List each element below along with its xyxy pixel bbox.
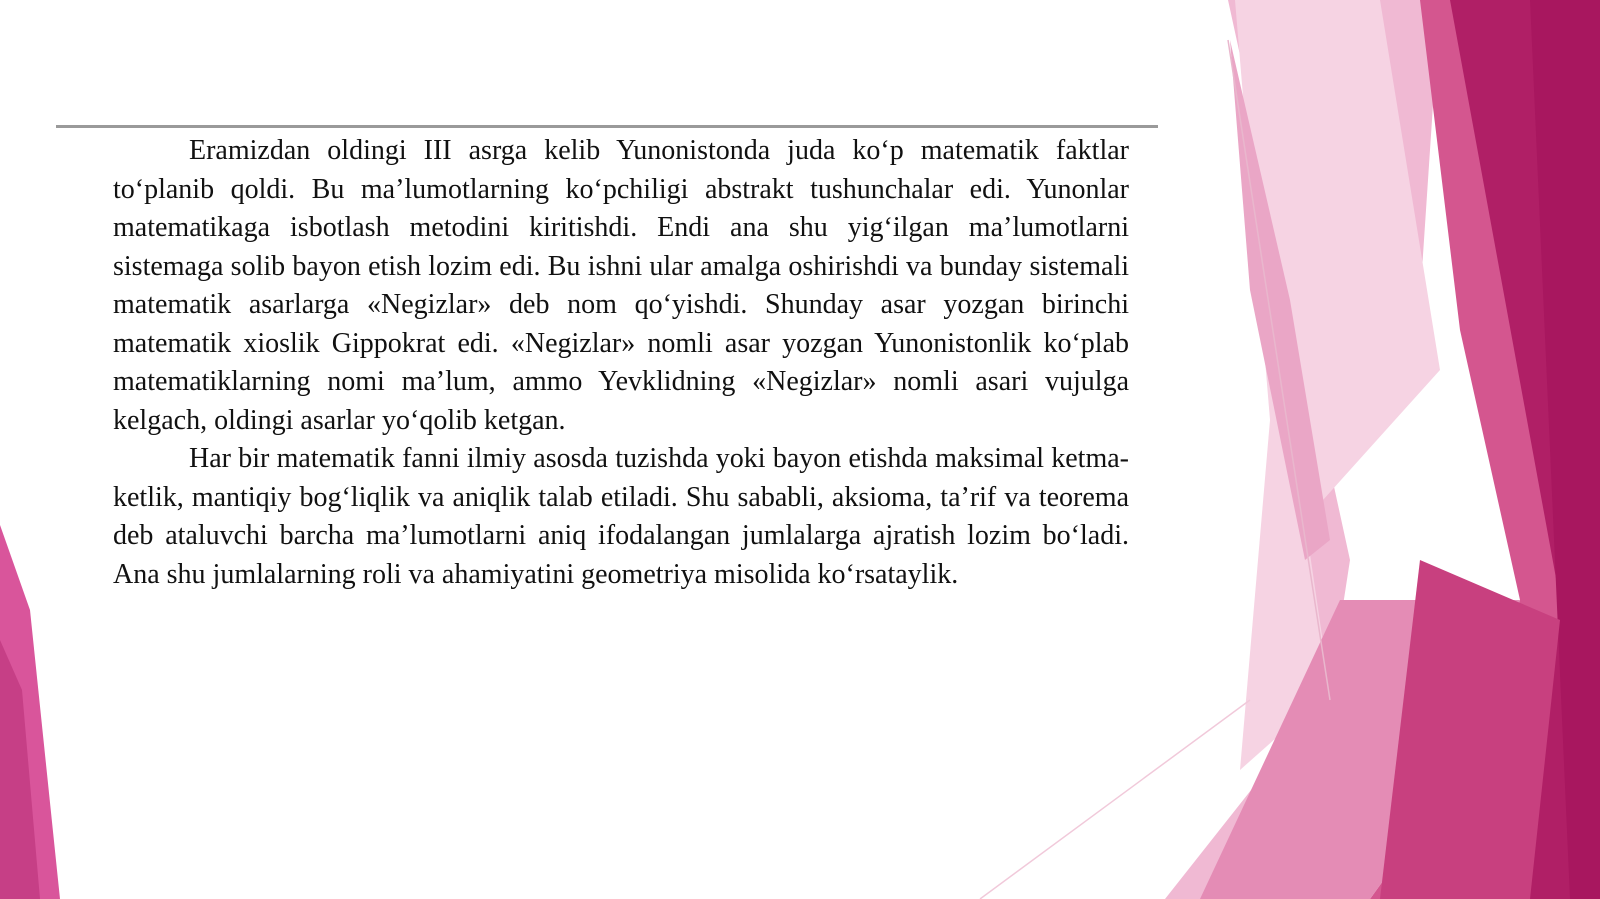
header-rule bbox=[56, 125, 1158, 128]
paragraph-2: Har bir matematik fanni ilmiy asosda tuzishda yoki bayon etishda maksimal ketma-ketlik, mantiqiy bog‘liqlik va aniqlik talab etiladi. Shu sababli, aksioma, ta’rif va teorema deb ataluvchi barcha ma’lumotlarni aniq ifodalangan jumlalarga ajratish lozim bo‘ladi. Ana shu jumlalarning roli va ahamiyatini geometriya misolida ko‘rsataylik. bbox=[113, 443, 1129, 590]
text-block bbox=[113, 132, 1129, 594]
paragraph-1: Eramizdan oldingi III asrga kelib Yunonistonda juda ko‘p matematik faktlar to‘planib qoldi. Bu ma’lumotlarning ko‘pchiligi abstrakt tushunchalar edi. Yunonlar matematikaga isbotlash metodini kiritishdi. Endi ana shu yig‘ilgan ma’lumotlarni sistemaga solib bayon etish lozim edi. Bu ishni ular amalga oshirishdi va bunday sistemali matematik asarlarga «Negizlar» deb nom qo‘yishdi. Shunday asar yozgan birinchi matematik xioslik Gippokrat edi. «Negizlar» nomli asar yozgan Yunonistonlik ko‘plab matematiklarning nomi ma’lum, ammo Yevklidning «Negizlar» nomli asari vujulga kelgach, oldingi asarlar yo‘qolib ketgan. bbox=[113, 135, 1129, 436]
